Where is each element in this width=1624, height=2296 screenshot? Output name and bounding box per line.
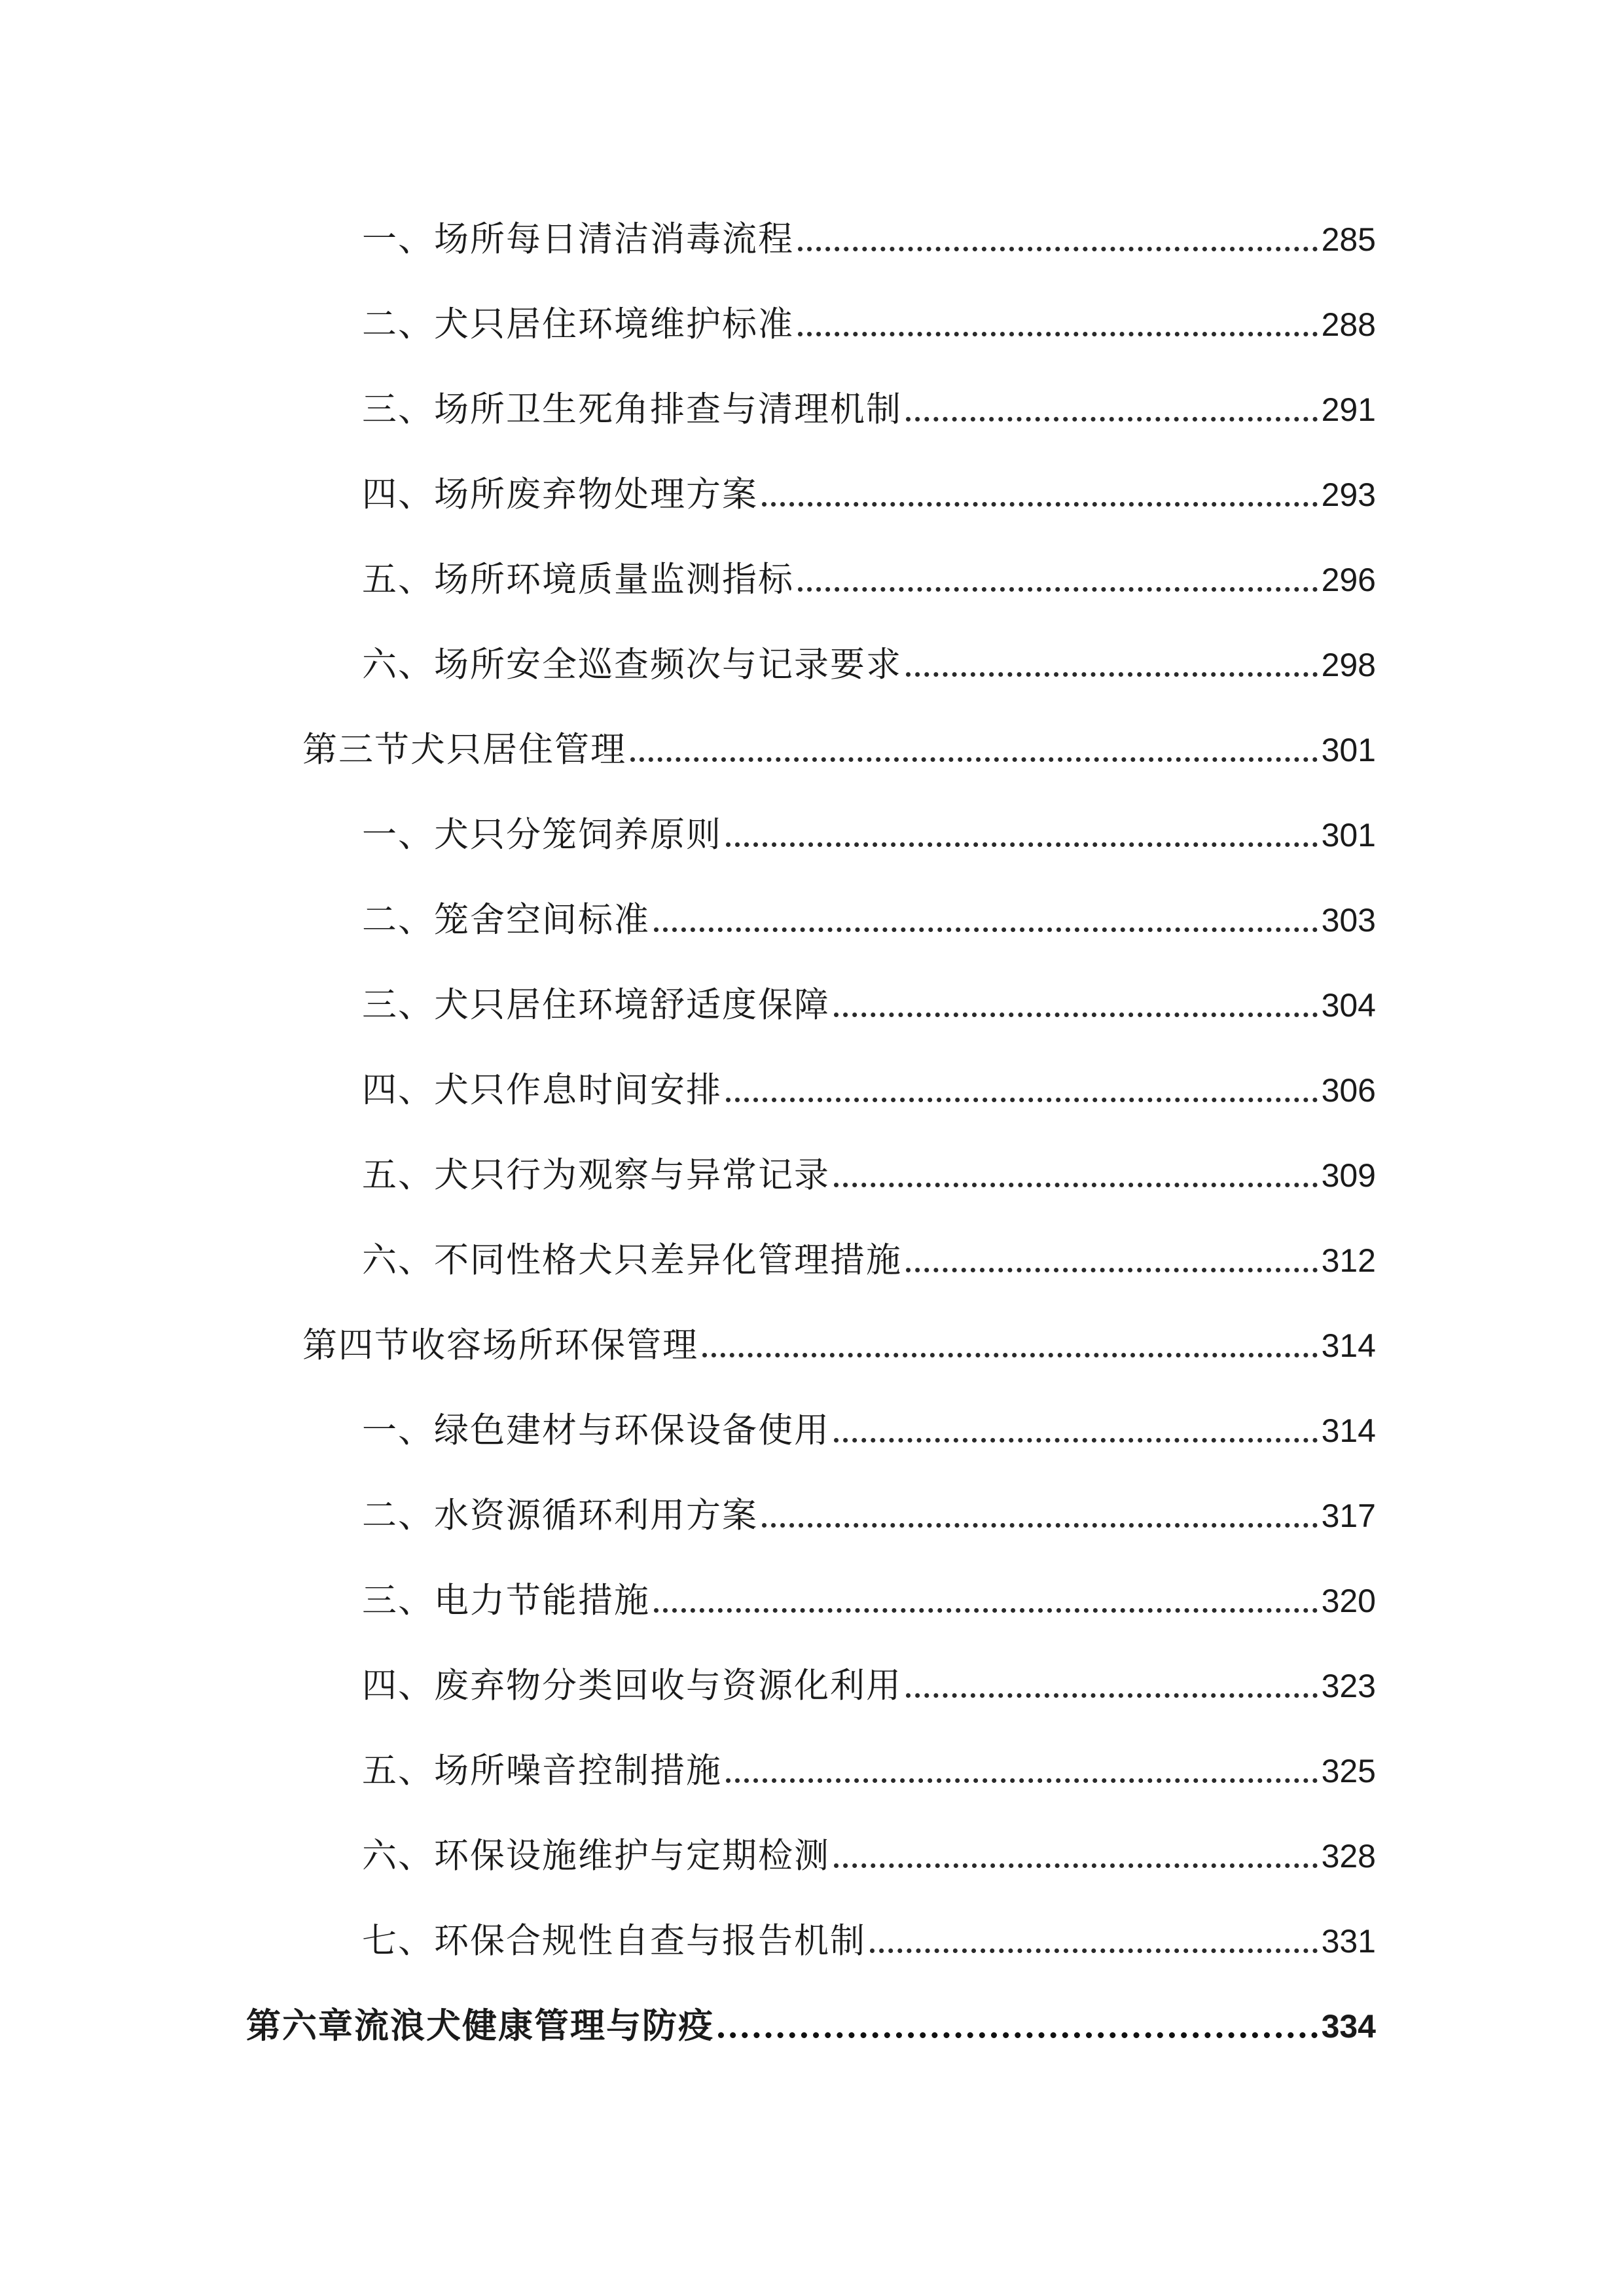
toc-entry-page: 288 <box>1321 306 1376 343</box>
toc-entry[interactable] <box>362 1234 1376 1287</box>
dot-leader <box>654 1608 1318 1613</box>
toc-entry-title: 四、场所废弃物处理方案 <box>362 475 758 514</box>
toc-entry-page: 331 <box>1321 1923 1376 1960</box>
dot-leader <box>702 1353 1318 1357</box>
toc-entry-title: 五、场所噪音控制措施 <box>362 1751 722 1791</box>
toc-entry-title: 一、绿色建材与环保设备使用 <box>362 1410 830 1450</box>
toc-entry[interactable] <box>362 979 1376 1031</box>
toc-entry[interactable] <box>362 1064 1376 1117</box>
toc-entry-page: 312 <box>1321 1242 1376 1279</box>
toc-entry-page: 291 <box>1321 391 1376 428</box>
toc-entry[interactable] <box>362 1915 1376 1967</box>
toc-entry-page: 298 <box>1321 647 1376 683</box>
toc-entry-title: 三、电力节能措施 <box>362 1581 650 1621</box>
toc-entry-page: 303 <box>1321 902 1376 939</box>
dot-leader <box>834 1183 1318 1187</box>
dot-leader <box>906 417 1318 422</box>
toc-entry-page: 320 <box>1321 1583 1376 1619</box>
dot-leader <box>726 1098 1318 1102</box>
toc-entry[interactable] <box>362 213 1376 266</box>
dot-leader <box>798 332 1318 336</box>
toc-entry-page: 317 <box>1321 1498 1376 1534</box>
toc-entry-title: 二、水资源循环利用方案 <box>362 1496 758 1535</box>
toc-chapter-entry[interactable] <box>246 2000 1376 2053</box>
toc-section-entry[interactable] <box>302 1319 1376 1372</box>
toc-entry[interactable] <box>362 1745 1376 1797</box>
toc-entry[interactable] <box>362 1405 1376 1457</box>
dot-leader <box>906 672 1318 677</box>
toc-entry-title: 第四节收容场所环保管理 <box>302 1325 698 1365</box>
dot-leader <box>834 1013 1318 1017</box>
toc-entry-page: 304 <box>1321 987 1376 1024</box>
toc-entry-page: 293 <box>1321 476 1376 513</box>
toc-entry-title: 七、环保合规性自查与报告机制 <box>362 1921 866 1961</box>
toc-entry[interactable] <box>362 554 1376 606</box>
toc-entry[interactable] <box>362 894 1376 946</box>
toc-entry[interactable] <box>362 1830 1376 1882</box>
toc-entry-title: 六、不同性格犬只差异化管理措施 <box>362 1240 902 1280</box>
toc-section-entry[interactable] <box>302 724 1376 776</box>
dot-leader <box>726 842 1318 847</box>
toc-entry-title: 二、笼舍空间标准 <box>362 900 650 940</box>
toc-entry-title: 三、犬只居住环境舒适度保障 <box>362 985 830 1025</box>
toc-entry[interactable] <box>362 1490 1376 1542</box>
toc-entry[interactable] <box>362 1575 1376 1627</box>
toc-entry[interactable] <box>362 469 1376 521</box>
toc-entry-title: 三、场所卫生死角排查与清理机制 <box>362 389 902 429</box>
toc-entry[interactable] <box>362 639 1376 691</box>
toc-entry-title: 六、环保设施维护与定期检测 <box>362 1836 830 1876</box>
toc-entry-page: 334 <box>1321 2008 1376 2045</box>
toc-entry[interactable] <box>362 809 1376 861</box>
dot-leader <box>834 1438 1318 1443</box>
toc-entry-page: 314 <box>1321 1412 1376 1449</box>
dot-leader <box>762 502 1318 507</box>
toc-entry-page: 306 <box>1321 1072 1376 1109</box>
toc-entry-page: 285 <box>1321 221 1376 258</box>
toc-entry[interactable] <box>362 384 1376 436</box>
toc-entry-page: 314 <box>1321 1327 1376 1364</box>
toc-entry-page: 296 <box>1321 562 1376 598</box>
toc-entry-title: 五、场所环境质量监测指标 <box>362 560 794 600</box>
toc-entry-page: 328 <box>1321 1838 1376 1874</box>
dot-leader <box>798 587 1318 592</box>
toc-entry-page: 323 <box>1321 1668 1376 1704</box>
dot-leader <box>906 1268 1318 1272</box>
toc-entry-title: 二、犬只居住环境维护标准 <box>362 304 794 344</box>
toc-entry-page: 309 <box>1321 1157 1376 1194</box>
toc-entry-title: 一、场所每日清洁消毒流程 <box>362 219 794 259</box>
toc-entry-page: 301 <box>1321 817 1376 853</box>
toc-entry[interactable] <box>362 298 1376 351</box>
toc-entry-title: 六、场所安全巡查频次与记录要求 <box>362 645 902 685</box>
toc-entry-title: 四、犬只作息时间安排 <box>362 1070 722 1110</box>
dot-leader <box>726 1778 1318 1783</box>
toc-entry-title: 第三节犬只居住管理 <box>302 730 626 770</box>
dot-leader <box>798 247 1318 251</box>
toc-entry[interactable] <box>362 1660 1376 1712</box>
toc-entry[interactable] <box>362 1149 1376 1202</box>
dot-leader <box>834 1863 1318 1868</box>
dot-leader <box>906 1693 1318 1698</box>
toc-entry-title: 第六章流浪犬健康管理与防疫 <box>246 2006 714 2046</box>
dot-leader <box>762 1523 1318 1528</box>
dot-leader <box>630 757 1318 762</box>
toc-entry-title: 五、犬只行为观察与异常记录 <box>362 1155 830 1195</box>
dot-leader <box>654 927 1318 932</box>
toc-entry-page: 325 <box>1321 1753 1376 1789</box>
toc-entry-page: 301 <box>1321 732 1376 768</box>
dot-leader <box>870 1948 1318 1953</box>
toc-entry-title: 一、犬只分笼饲养原则 <box>362 815 722 855</box>
dot-leader <box>718 2032 1318 2038</box>
toc-entry-title: 四、废弃物分类回收与资源化利用 <box>362 1666 902 1706</box>
